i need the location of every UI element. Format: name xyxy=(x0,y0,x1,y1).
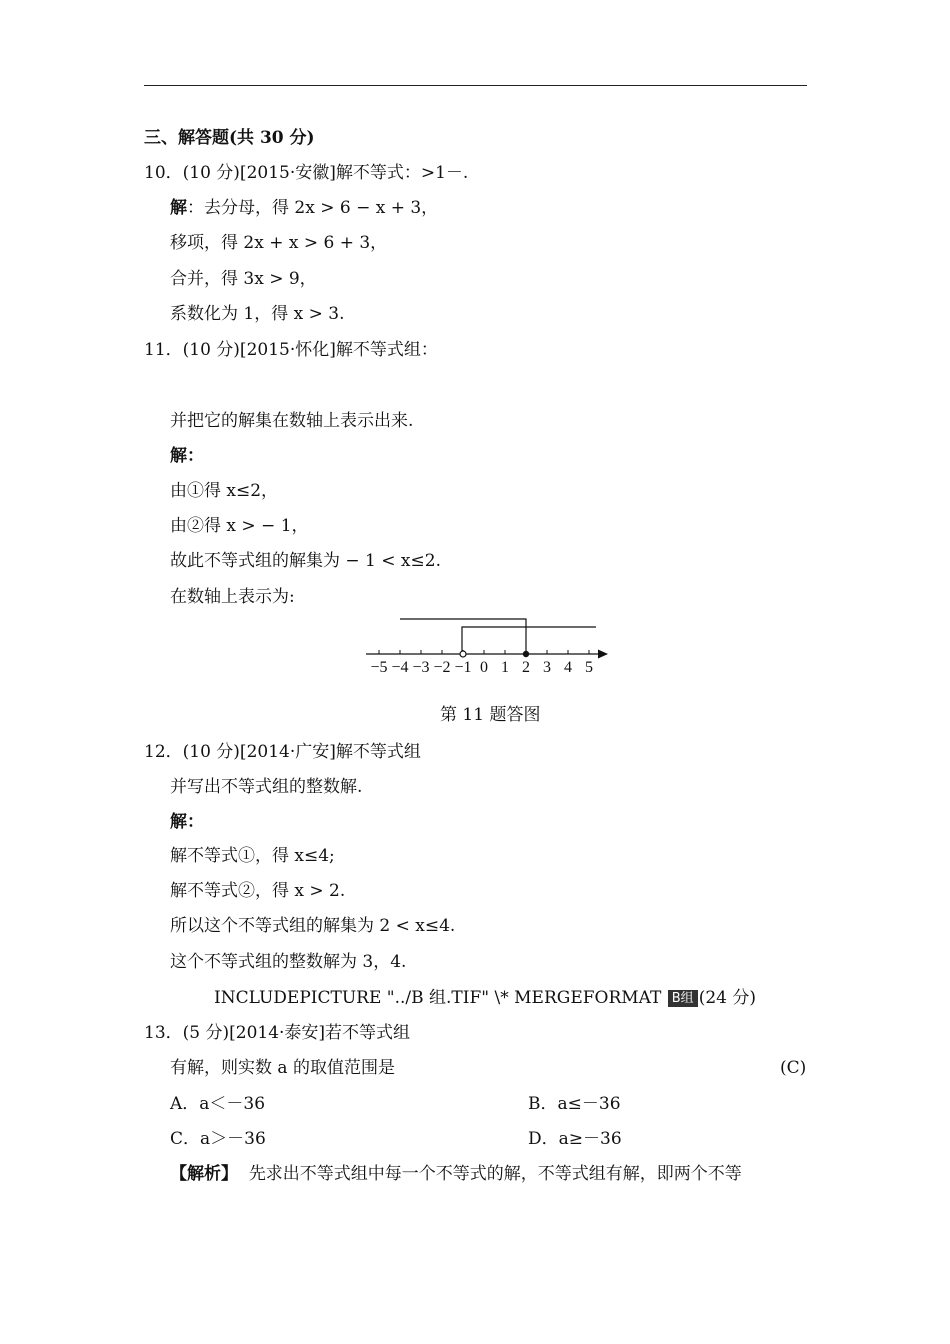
q10-solution-label: 解 xyxy=(170,198,187,218)
q11-stem: 11．(10 分)[2015·怀化]解不等式组： xyxy=(144,340,438,360)
tick-label: 0 xyxy=(480,659,488,676)
q11-solution-line-3: 故此不等式组的解集为 − 1 < x≤2. xyxy=(170,551,441,571)
open-point xyxy=(460,651,466,657)
q13-analysis-text: 先求出不等式组中每一个不等式的解，不等式组有解，即两个不等 xyxy=(248,1164,742,1184)
number-line-arrow xyxy=(598,650,608,659)
tick-label: 2 xyxy=(522,659,530,676)
q10-solution-line-4: 系数化为 1，得 x > 3. xyxy=(170,304,345,324)
solution-bracket-le-2 xyxy=(400,619,526,654)
q12-solution-line-3: 所以这个不等式组的解集为 2 < x≤4. xyxy=(170,916,456,936)
q11-solution-line-4: 在数轴上表示为: xyxy=(170,587,295,607)
q13-stem: 13．(5 分)[2014·泰安]若不等式组 xyxy=(144,1023,411,1043)
q13-option-b: B．a≤－36 xyxy=(528,1094,621,1114)
q13-ask: 有解，则实数 a 的取值范围是 xyxy=(170,1058,395,1078)
q13-analysis-label: 【解析】 xyxy=(170,1164,238,1184)
q12-stem: 12．(10 分)[2014·广安]解不等式组 xyxy=(144,742,421,762)
q10-stem: 10．(10 分)[2015·安徽]解不等式：>1－. xyxy=(144,163,469,183)
tick-label: 4 xyxy=(564,659,572,676)
q10-solution-line-2: 移项，得 2x + x > 6 + 3， xyxy=(170,233,388,253)
solution-bracket-gt-neg1 xyxy=(462,627,596,654)
tick-label: −2 xyxy=(433,659,451,676)
header-rule xyxy=(144,85,807,86)
include-picture-field: INCLUDEPICTURE "../B 组.TIF" \* MERGEFORMAT xyxy=(214,988,662,1008)
section-title: 三、解答题(共 30 分) xyxy=(144,128,315,148)
q13-analysis xyxy=(170,1163,742,1185)
q10-solution-line-3: 合并，得 3x > 9， xyxy=(170,269,317,289)
tick-label: 1 xyxy=(501,659,509,676)
tick-label: −5 xyxy=(370,659,388,676)
q12-instruction: 并写出不等式组的整数解. xyxy=(170,777,363,797)
group-b-header xyxy=(214,987,756,1009)
tick-label: 5 xyxy=(585,659,593,676)
group-b-badge: B组 xyxy=(668,990,698,1007)
q12-solution-label: 解： xyxy=(170,812,204,832)
q10-solution-text: ：去分母，得 2x > 6 − x + 3， xyxy=(187,198,439,218)
q10-solution-line-1 xyxy=(170,197,438,219)
tick-label: 3 xyxy=(543,659,551,676)
q13-option-a: A．a＜－36 xyxy=(170,1094,266,1114)
q12-solution-line-2: 解不等式②，得 x > 2. xyxy=(170,881,346,901)
q11-solution-line-2: 由②得 x > − 1， xyxy=(170,516,309,536)
q11-solution-line-1: 由①得 x≤2， xyxy=(170,481,279,501)
number-line-diagram xyxy=(360,612,620,676)
tick-label: −4 xyxy=(391,659,409,676)
group-b-score: (24 分) xyxy=(698,988,756,1008)
q11-instruction: 并把它的解集在数轴上表示出来. xyxy=(170,411,414,431)
q11-solution-label: 解： xyxy=(170,446,204,466)
q12-solution-line-1: 解不等式①，得 x≤4; xyxy=(170,846,335,866)
q13-option-c: C．a＞－36 xyxy=(170,1129,266,1149)
tick-label: −1 xyxy=(454,659,472,676)
q13-option-d: D．a≥－36 xyxy=(528,1129,622,1149)
q11-figure-caption: 第 11 题答图 xyxy=(440,705,541,725)
q12-solution-line-4: 这个不等式组的整数解为 3，4. xyxy=(170,952,407,972)
closed-point xyxy=(523,651,529,657)
tick-label: −3 xyxy=(412,659,430,676)
q13-answer: (C) xyxy=(780,1058,807,1078)
